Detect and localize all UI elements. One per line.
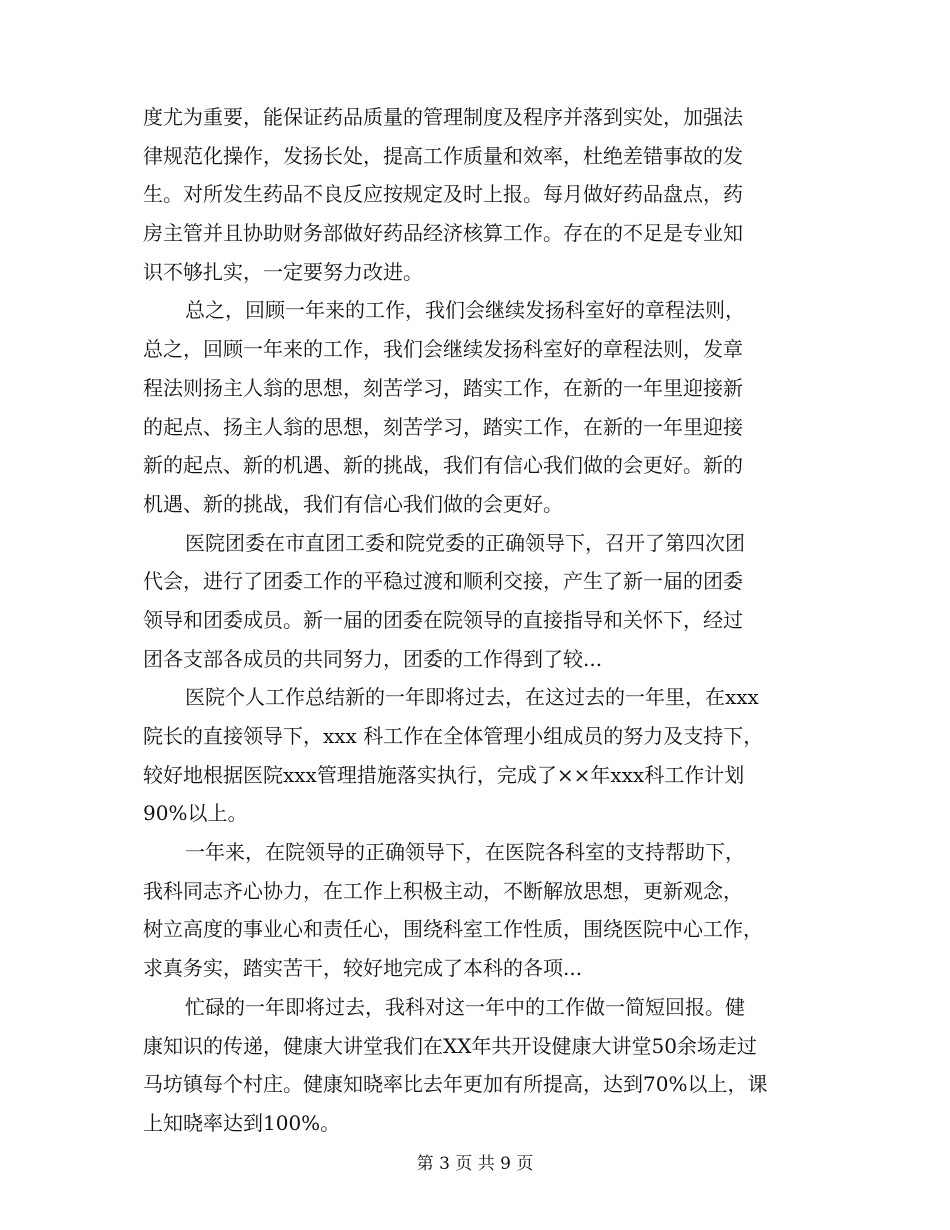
text-line: 识不够扎实，一定要努力改进。 <box>143 259 423 284</box>
text-line: 90%以上。 <box>143 801 248 826</box>
text-line: 新的起点、新的机遇、新的挑战，我们有信心我们做的会更好。新的 <box>143 453 743 478</box>
text-line: 较好地根据医院xxx管理措施落实执行，完成了××年xxx科工作计划 <box>143 762 745 787</box>
text-line: 我科同志齐心协力，在工作上积极主动，不断解放思想，更新观念， <box>143 878 743 903</box>
paragraph-start-line: 医院个人工作总结新的一年即将过去，在这过去的一年里，在xxx <box>185 685 759 710</box>
text-line: 求真务实，踏实苦干，较好地完成了本科的各项... <box>143 956 583 981</box>
text-line: 生。对所发生药品不良反应按规定及时上报。每月做好药品盘点，药 <box>143 182 743 207</box>
text-line: 度尤为重要，能保证药品质量的管理制度及程序并落到实处，加强法 <box>143 105 743 129</box>
text-line: 程法则扬主人翁的思想，刻苦学习，踏实工作，在新的一年里迎接新 <box>143 375 743 400</box>
text-line: 代会，进行了团委工作的平稳过渡和顺利交接，产生了新一届的团委 <box>143 569 743 594</box>
text-line: 房主管并且协助财务部做好药品经济核算工作。存在的不足是专业知 <box>143 221 743 246</box>
text-line: 上知晓率达到100%。 <box>143 1110 341 1135</box>
paragraph-start-line: 忙碌的一年即将过去，我科对这一年中的工作做一简短回报。健 <box>185 994 745 1019</box>
text-line: 的起点、扬主人翁的思想，刻苦学习，踏实工作，在新的一年里迎接 <box>143 414 743 439</box>
text-line: 总之，回顾一年来的工作，我们会继续发扬科室好的章程法则，发章 <box>143 337 743 362</box>
text-line: 机遇、新的挑战，我们有信心我们做的会更好。 <box>143 491 563 516</box>
text-line: 律规范化操作，发扬长处，提高工作质量和效率，杜绝差错事故的发 <box>143 143 743 168</box>
text-line: 院长的直接领导下，xxx 科工作在全体管理小组成员的努力及支持下， <box>143 724 764 748</box>
page-number-footer: 第 3 页 共 9 页 <box>416 1154 534 1174</box>
document-body <box>143 98 813 1143</box>
text-line: 树立高度的事业心和责任心，围绕科室工作性质，围绕医院中心工作， <box>143 917 763 942</box>
paragraph-start-line: 总之，回顾一年来的工作，我们会继续发扬科室好的章程法则， <box>185 298 745 323</box>
paragraph-start-line: 一年来，在院领导的正确领导下，在医院各科室的支持帮助下， <box>185 840 745 865</box>
text-line: 康知识的传递，健康大讲堂我们在XX年共开设健康大讲堂50余场走过 <box>143 1033 757 1058</box>
paragraph-start-line: 医院团委在市直团工委和院党委的正确领导下，召开了第四次团 <box>185 530 745 555</box>
text-line: 团各支部各成员的共同努力，团委的工作得到了较... <box>143 646 603 671</box>
text-line: 马坊镇每个村庄。健康知晓率比去年更加有所提高，达到70%以上，课 <box>143 1072 768 1097</box>
text-line: 领导和团委成员。新一届的团委在院领导的直接指导和关怀下，经过 <box>143 607 743 632</box>
